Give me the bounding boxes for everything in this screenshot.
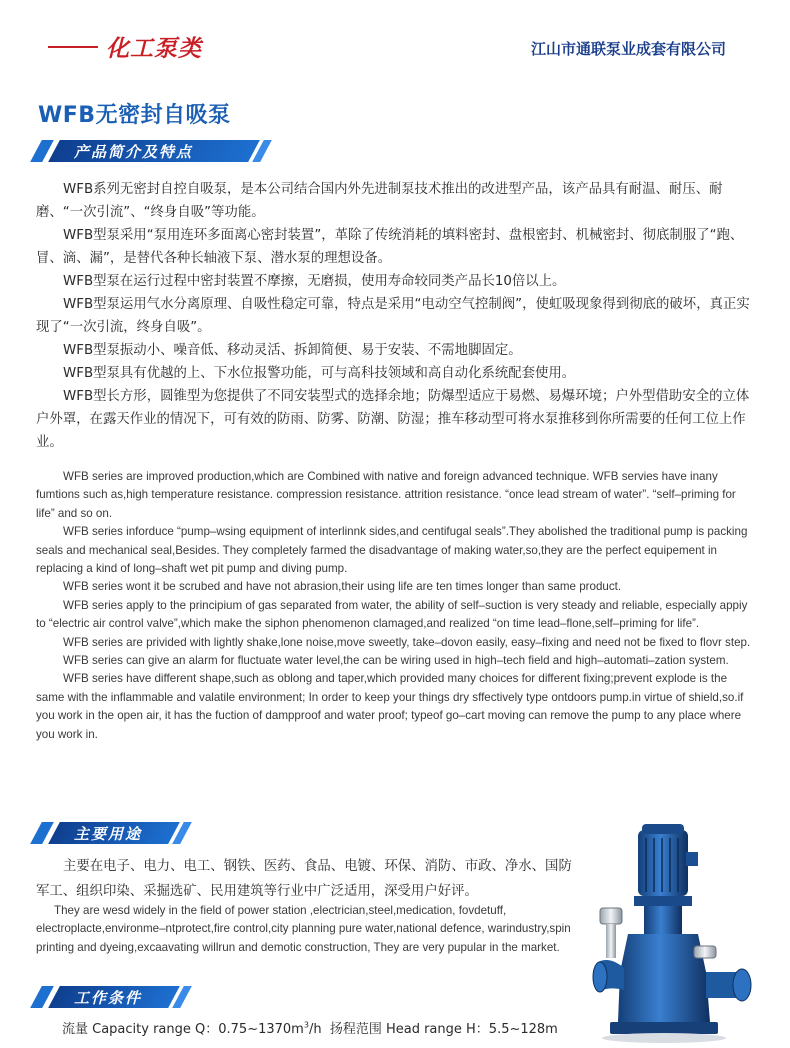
working-conditions [62,1018,558,1037]
paragraph: WFB series have different shape,such as oblong and taper,which provided many choices for different fixing;prevent explode is the same with the inflammable and valatile environment; In order to keep your things dry sffectively type ontdoors pump.in virtue of shield,so.if you work in the open air, it has the fuction of dampproof and water proof; typeof go–cart moving can remove the pump to any place where you work in. [36,672,744,741]
paragraph: They are wesd widely in the field of power station ,electrician,steel,medication, fovdetuff, electroplacte,environme–ntprotect,fire control,city planning pure water,national defence, warindustry,spin printing and dyeing,excaavating willrun and demotic construction, They are very pupular in the market. [36,904,571,954]
header-rule [48,46,98,48]
usage-english [36,902,576,957]
paragraph: WFB型泵振动小、噪音低、移动灵活、拆卸简便、易于安装、不需地脚固定。 [63,343,522,358]
paragraph: WFB series can give an alarm for fluctuate water level,the can be wiring used in high–tech field and high–automati–zation system. [63,654,729,668]
flow-exponent: 3 [303,1020,309,1030]
usage-chinese [36,854,576,904]
head-label: 扬程范围 Head range H： [329,1022,489,1037]
paragraph: WFB型泵运用气水分离原理、自吸性稳定可靠，特点是采用“电动空气控制阀”，使虹吸现象得到彻底的破坏，真正实现了“一次引流，终身自吸”。 [36,297,750,335]
intro-chinese [36,178,752,454]
paragraph: WFB型泵具有优越的上、下水位报警功能，可与高科技领域和高自动化系统配套使用。 [63,366,576,381]
section-heading-text: 主要用途 [74,825,143,843]
paragraph: WFB型长方形，圆锥型为您提供了不同安装型式的选择余地；防爆型适应于易燃、易爆环境；户外型借助安全的立体户外罩，在露天作业的情况下，可有效的防雨、防雾、防潮、防湿；推车移动型可将水泵推移到你所需要的任何工位上作业。 [36,389,750,450]
page-title: WFB无密封自吸泵 [38,103,231,128]
brand-tag: 化工泵类 [106,35,202,62]
paragraph: WFB series are privided with lightly shake,lone noise,move sweetly, take–dovon easily, easy–fixing and need not be fixed to flovr step. [63,635,751,649]
intro-english [36,468,752,744]
section-heading-intro [36,140,256,162]
paragraph: WFB series inforduce “pump–wsing equipment of interlinnk sides,and centifugal seals”.They abolished the traditional pump is packing seals and mechanical seal,Besides. They completely farmed the disadvantage of making water,so,they are the perfect equipement in replacing a kind of long–shaft wet pit pump and diving pump. [36,525,748,576]
flow-unit: /h [308,1022,322,1037]
flow-label: 流量 Capacity range Q： [62,1022,219,1037]
paragraph: WFB系列无密封自控自吸泵，是本公司结合国内外先进制泵技术推出的改进型产品，该产品具有耐温、耐压、耐磨、“一次引流”、“终身自吸”等功能。 [36,182,723,220]
paragraph: WFB series wont it be scrubed and have not abrasion,their using life are ten times longer than same product. [63,580,622,594]
section-heading-text: 产品简介及特点 [74,143,194,161]
paragraph: WFB型泵采用“泵用连环多面离心密封装置”，革除了传统消耗的填料密封、盘根密封、机械密封、彻底制服了“跑、冒、滴、漏”，是替代各种长轴液下泵、潜水泵的理想设备。 [36,228,744,266]
pump-illustration [590,822,760,1044]
section-heading-conditions [36,986,176,1008]
section-heading-usage [36,822,176,844]
paragraph: 主要在电子、电力、电工、钢铁、医药、食品、电镀、环保、消防、市政、净水、国防军工、组织印染、采掘选矿、民用建筑等行业中广泛适用，深受用户好评。 [36,859,572,899]
flow-value: 0.75~1370m [218,1022,304,1037]
section-heading-text: 工作条件 [74,989,143,1007]
paragraph: WFB series are improved production,which are Combined with native and foreign advanced technique. WFB servies have inany fumtions such as,high temperature resistance. compression resistance. attrition resistance. “once lead stream of water”. “self–priming for life” and so on. [36,470,736,520]
paragraph: WFB型泵在运行过程中密封装置不摩擦，无磨损，使用寿命较同类产品长10倍以上。 [63,274,566,289]
paragraph: WFB series apply to the principium of gas separated from water, the ability of self–suction is very steady and reliable, especially appiy to “electric air control valve”,which make the siphon phenomenon clamaged,and realized “on time lead–flone,self–priming for life”. [36,598,748,631]
company-name: 江山市通联泵业成套有限公司 [530,40,726,58]
head-value: 5.5~128m [488,1022,558,1037]
